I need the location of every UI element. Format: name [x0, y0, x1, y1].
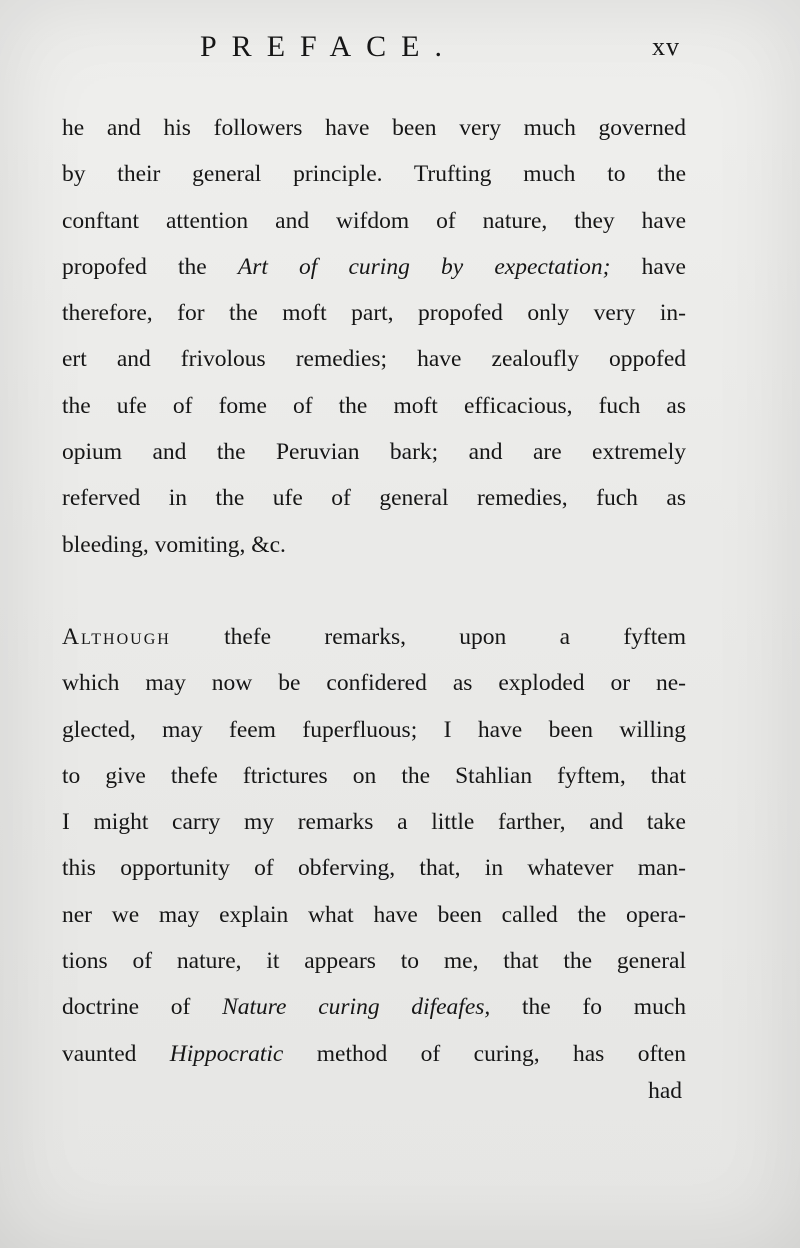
- text-line: which may now be confidered as exploded or ne-: [62, 670, 686, 697]
- text-line: I might carry my remarks a little farther, and take: [62, 809, 686, 836]
- running-head: PREFACE.: [200, 30, 457, 63]
- text-line: [62, 244, 686, 290]
- text-run: vaunted: [62, 1040, 170, 1067]
- text-line: conftant attention and wifdom of nature, they have: [62, 207, 686, 234]
- text-line: the ufe of fome of the moft efficacious, fuch as: [62, 392, 686, 419]
- text-line: [62, 984, 686, 1030]
- text-run: thefe remarks, upon a fyftem: [170, 623, 686, 650]
- text-run: propofed the: [62, 253, 238, 280]
- text-run: doctrine of: [62, 994, 223, 1021]
- text-line: glected, may feem fuperfluous; I have been willing: [62, 716, 686, 743]
- text-run: the fo much: [490, 994, 686, 1021]
- text-line: tions of nature, it appears to me, that the general: [62, 948, 686, 975]
- text-line: [62, 1031, 686, 1077]
- text-line: referved in the ufe of general remedies, fuch as: [62, 485, 686, 512]
- text-line: therefore, for the moft part, propofed only very in-: [62, 300, 686, 327]
- text-line: ert and frivolous remedies; have zealoufly oppofed: [62, 346, 686, 373]
- page-header: [0, 30, 800, 70]
- text-line: he and his followers have been very much governed: [62, 115, 686, 141]
- body-text: [62, 105, 686, 1077]
- paragraph-break: [62, 568, 686, 614]
- smallcaps-opening: Although: [62, 623, 171, 650]
- text-line: [62, 614, 686, 660]
- italic-phrase: Hippocratic: [169, 1040, 284, 1067]
- text-run: method of curing, has often: [283, 1040, 686, 1067]
- text-line: bleeding, vomiting, &c.: [62, 531, 286, 558]
- text-line: opium and the Peruvian bark; and are extremely: [62, 439, 686, 466]
- text-line: this opportunity of obferving, that, in whatever man-: [62, 855, 686, 882]
- italic-phrase: Art of curing by expectation;: [237, 253, 611, 280]
- text-run: have: [610, 253, 686, 280]
- text-line: to give thefe ftrictures on the Stahlian fyftem, that: [62, 762, 686, 789]
- text-line: ner we may explain what have been called the opera-: [62, 901, 686, 928]
- page-number: xv: [652, 32, 680, 61]
- italic-phrase: Nature curing difeafes,: [222, 994, 491, 1021]
- catchword: had: [648, 1078, 682, 1104]
- text-line: by their general principle. Trufting much to the: [62, 161, 686, 188]
